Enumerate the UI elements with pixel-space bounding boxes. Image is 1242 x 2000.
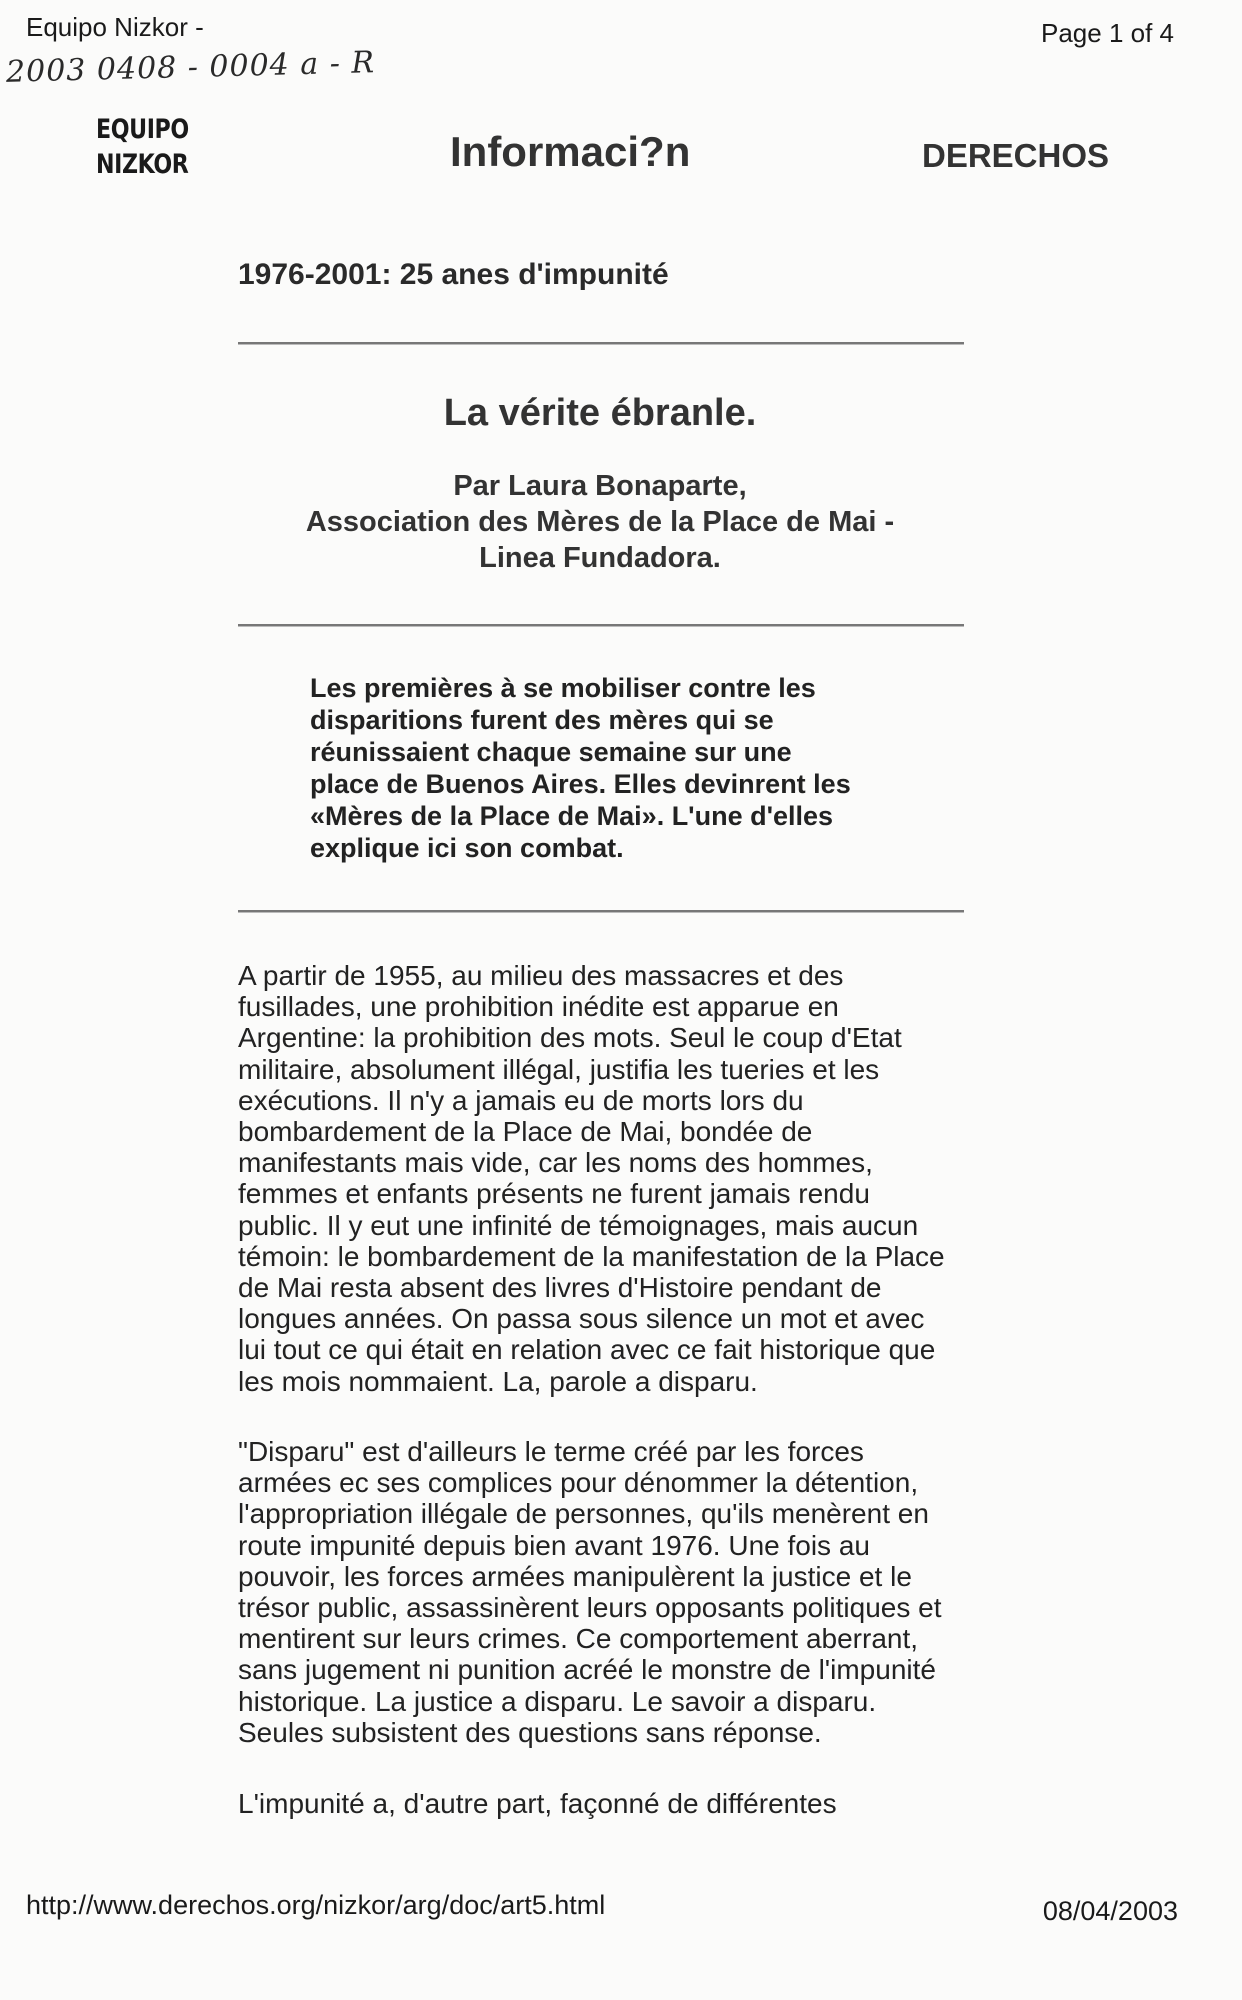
text-line: "Disparu" est d'ailleurs le terme créé par les forces <box>238 1436 864 1467</box>
text-line: lui tout ce qui était en relation avec ce fait historique que <box>238 1334 936 1366</box>
paragraph-1 <box>238 960 998 1397</box>
byline-line: Linea Fundadora. <box>479 542 721 574</box>
logo-line-1: EQUIPO <box>96 114 189 145</box>
text-line: Seules subsistent des questions sans réponse. <box>238 1716 822 1748</box>
article-title: La vérite ébranle. <box>443 392 757 434</box>
logo-line-2: NIZKOR <box>96 149 189 180</box>
site-logo[interactable] <box>96 112 209 182</box>
text-line: les mois nommaient. La, parole a disparu. <box>238 1365 758 1397</box>
text-line: sans jugement ni punition acréé le monstre de l'impunité <box>238 1654 936 1686</box>
summary-line: disparitions furent des mères qui se <box>310 705 774 735</box>
page-url[interactable]: http://www.derechos.org/nizkor/arg/doc/art5.html <box>26 1890 606 1920</box>
article-summary <box>310 672 910 864</box>
text-line: de Mai resta absent des livres d'Histoire pendant de <box>238 1272 882 1304</box>
text-line: femmes et enfants présents ne furent jamais rendu <box>238 1178 870 1210</box>
handwritten-note: 2003 0408 - 0004 a - R <box>5 45 376 90</box>
text-line: longues années. On passa sous silence un mot et avec <box>238 1303 925 1335</box>
text-line: témoin: le bombardement de la manifestation de la Place <box>238 1240 945 1272</box>
text-line: bombardement de la Place de Mai, bondée de <box>238 1116 813 1148</box>
paragraph-3 <box>238 1788 998 1819</box>
article-subtitle: 1976-2001: 25 anes d'impunité <box>238 258 669 291</box>
summary-line: réunissaient chaque semaine sur une <box>310 737 792 767</box>
text-line: manifestants mais vide, car les noms des hommes, <box>238 1147 873 1179</box>
summary-line: explique ici son combat. <box>310 833 624 863</box>
text-line: pouvoir, les forces armées manipulèrent la justice et le <box>238 1560 912 1592</box>
text-line: mentirent sur leurs crimes. Ce comportement aberrant, <box>238 1623 919 1655</box>
text-line: historique. La justice a disparu. Le savoir a disparu. <box>238 1685 877 1717</box>
print-header-title: Equipo Nizkor - <box>26 12 204 42</box>
text-line: L'impunité a, d'autre part, façonné de différentes <box>238 1788 837 1819</box>
divider <box>238 342 964 345</box>
text-line: A partir de 1955, au milieu des massacres et des <box>238 960 844 991</box>
summary-line: «Mères de la Place de Mai». L'une d'elles <box>310 801 834 831</box>
paragraph-2 <box>238 1436 998 1748</box>
text-line: route impunité depuis bien avant 1976. Une fois au <box>238 1529 870 1561</box>
text-line: armées ec ses complices pour dénommer la détention, <box>238 1467 919 1499</box>
byline-line: Par Laura Bonaparte, <box>453 470 747 502</box>
text-line: exécutions. Il n'y a jamais eu de morts lors du <box>238 1084 804 1116</box>
text-line: Argentine: la prohibition des mots. Seul le coup d'Etat <box>238 1022 902 1054</box>
print-date: 08/04/2003 <box>1042 1896 1178 1926</box>
summary-line: Les premières à se mobiliser contre les <box>310 673 816 703</box>
text-line: l'appropriation illégale de personnes, qu'ils menèrent en <box>238 1498 929 1530</box>
byline-line: Association des Mères de la Place de Mai - <box>305 506 895 538</box>
byline <box>0 468 1200 576</box>
divider <box>238 624 964 627</box>
text-line: public. Il y eut une infinité de témoignages, mais aucun <box>238 1209 919 1241</box>
page-number: Page 1 of 4 <box>1041 18 1174 48</box>
summary-line: place de Buenos Aires. Elles devinrent les <box>310 769 851 799</box>
site-name[interactable]: DERECHOS <box>922 137 1110 174</box>
text-line: trésor public, assassinèrent leurs opposants politiques et <box>238 1592 942 1624</box>
text-line: fusillades, une prohibition inédite est apparue en <box>238 991 839 1023</box>
divider <box>238 910 964 913</box>
site-title: Informaci?n <box>450 128 691 175</box>
text-line: militaire, absolument illégal, justifia les tueries et les <box>238 1053 880 1085</box>
